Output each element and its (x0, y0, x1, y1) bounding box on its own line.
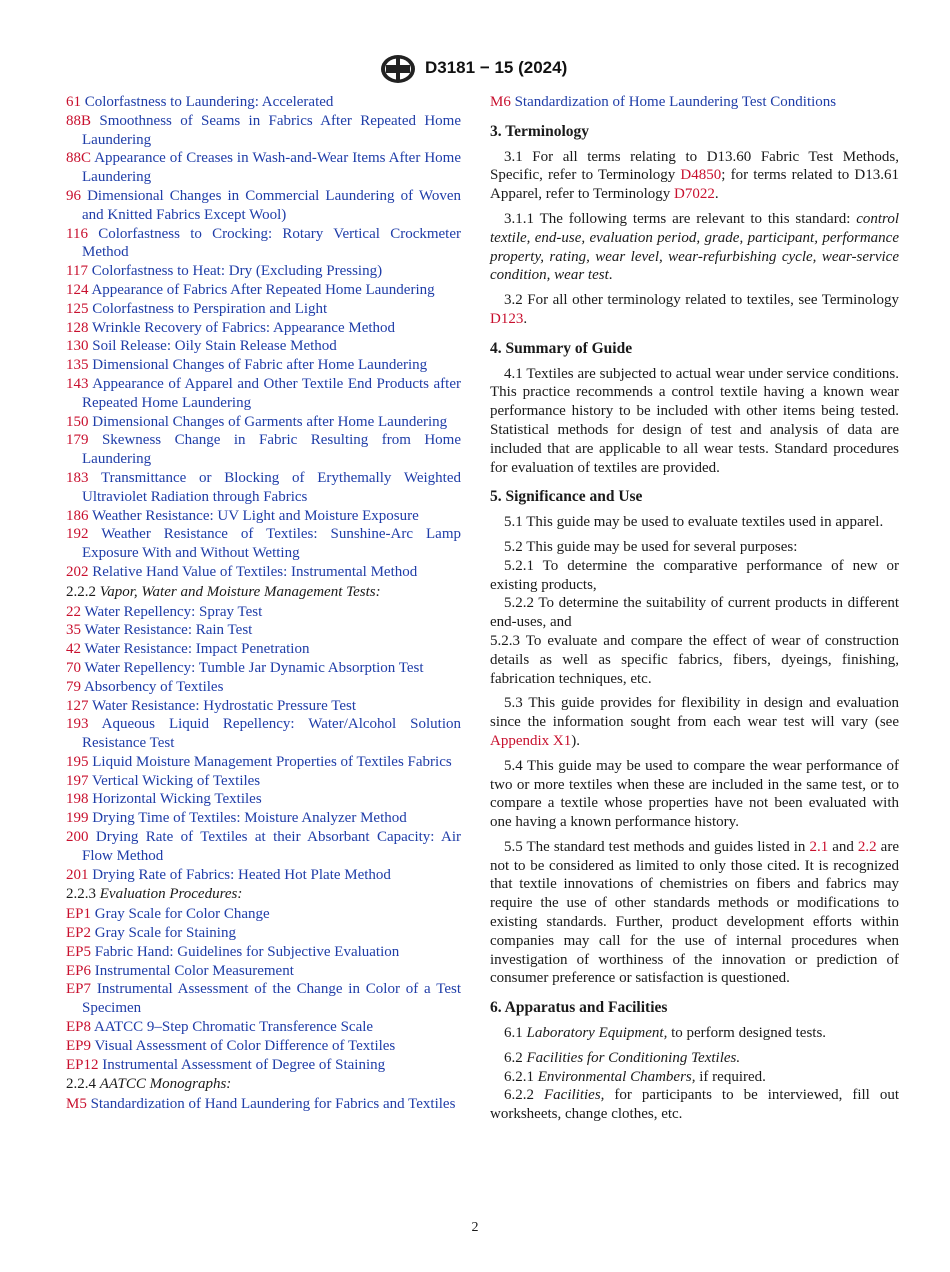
reference-number: 199 (66, 810, 89, 827)
subsection-number: 2.2.2 (66, 583, 96, 600)
reference-title: Dimensional Changes in Commercial Laundering of Woven and Knitted Fabrics Except Wool) (82, 187, 461, 223)
reference-item[interactable] (66, 866, 461, 885)
link-d123[interactable]: D123 (490, 310, 524, 327)
reference-item[interactable] (66, 507, 461, 526)
reference-item[interactable] (66, 93, 461, 112)
reference-number: 150 (66, 413, 89, 430)
reference-item[interactable] (66, 809, 461, 828)
reference-title: Dimensional Changes of Garments after Home Laundering (92, 413, 448, 430)
reference-item[interactable] (66, 697, 461, 716)
reference-title: Drying Rate of Textiles at their Absorbant Capacity: Air Flow Method (82, 829, 462, 864)
reference-item[interactable] (66, 563, 461, 582)
reference-title: Water Resistance: Rain Test (84, 622, 253, 639)
reference-title: Weather Resistance: UV Light and Moisture Exposure (91, 507, 419, 524)
reference-number: 35 (66, 622, 81, 639)
reference-item[interactable] (66, 469, 461, 507)
reference-title: Absorbency of Textiles (83, 678, 224, 695)
reference-title: Instrumental Assessment of the Change in Color of a Test Specimen (82, 981, 462, 1017)
paragraph-5-3: 5.3 This guide provides for flexibility in design and evaluation since the information sought from each wear test will vary (see Appendix X1). (490, 695, 899, 749)
reference-title: Colorfastness to Perspiration and Light (92, 300, 328, 317)
reference-item[interactable] (66, 640, 461, 659)
paragraph-6-2-1: 6.2.1 Environmental Chambers, if required. (504, 1068, 766, 1085)
page-header (0, 54, 950, 84)
subsection-heading (66, 583, 461, 602)
reference-number: 70 (66, 659, 81, 676)
paragraph-6-2: 6.2 Facilities for Conditioning Textiles. (504, 1049, 741, 1066)
link-appendix-x1[interactable]: Appendix X1 (490, 732, 572, 749)
reference-title: Fabric Hand: Guidelines for Subjective Evaluation (94, 943, 400, 960)
reference-item[interactable] (66, 1037, 461, 1056)
paragraph-3-1: 3.1 For all terms relating to D13.60 Fabric Test Methods, Specific, refer to Terminology D4850; for terms related to D13.61 Apparel, refer to Terminology D7022. (490, 148, 899, 203)
reference-title: Horizontal Wicking Textiles (92, 791, 262, 808)
reference-title: Skewness Change in Fabric Resulting from Home Laundering (82, 432, 462, 468)
reference-title: Smoothness of Seams in Fabrics After Repeated Home Laundering (82, 112, 461, 148)
reference-number: 127 (66, 697, 89, 714)
paragraph-6-1: 6.1 Laboratory Equipment, to perform designed tests. (504, 1025, 827, 1042)
reference-title: Standardization of Hand Laundering for Fabrics and Textiles (90, 1096, 456, 1113)
reference-number: 135 (66, 357, 89, 374)
reference-item[interactable] (66, 225, 461, 263)
paragraph-5-2: 5.2 This guide may be used for several purposes: (504, 538, 798, 555)
reference-number: EP12 (66, 1056, 99, 1073)
reference-title: Water Resistance: Impact Penetration (84, 641, 310, 658)
reference-number: 88B (66, 112, 92, 129)
reference-title: Colorfastness to Crocking: Rotary Vertical Crockmeter Method (82, 225, 461, 261)
reference-item[interactable] (66, 431, 461, 469)
subsection-title: Vapor, Water and Moisture Management Tests: (99, 583, 381, 600)
reference-title: Relative Hand Value of Textiles: Instrumental Method (92, 563, 418, 580)
reference-number: 124 (66, 281, 89, 298)
reference-number: 128 (66, 319, 89, 336)
reference-title: Appearance of Creases in Wash-and-Wear Items After Home Laundering (82, 150, 461, 186)
reference-number: 61 (66, 94, 81, 110)
paragraph-4-1: 4.1 Textiles are subjected to actual wear under service conditions. This practice recommends a control textile having a known wear performance history to be included with other items being tested. Statistical methods for design of test and analysis of data are included that are applicable to all wear tests. Standard procedures for evaluation of textiles are provided. (490, 365, 899, 476)
reference-item[interactable] (66, 149, 461, 187)
reference-title: Drying Time of Textiles: Moisture Analyzer Method (92, 810, 407, 827)
reference-number: 200 (66, 829, 89, 846)
section-heading-apparatus: 6. Apparatus and Facilities (490, 999, 668, 1017)
reference-number: 193 (66, 716, 89, 733)
reference-number: 183 (66, 469, 89, 486)
astm-logo (380, 54, 416, 84)
right-column (490, 93, 899, 1124)
reference-item[interactable] (66, 356, 461, 375)
reference-title: Appearance of Apparel and Other Textile End Products after Repeated Home Laundering (82, 375, 461, 411)
reference-item[interactable] (66, 621, 461, 640)
reference-title: AATCC 9–Step Chromatic Transference Scale (93, 1019, 374, 1036)
reference-title: Gray Scale for Staining (94, 925, 236, 942)
reference-item[interactable] (66, 962, 461, 981)
link-d4850[interactable]: D4850 (680, 167, 722, 184)
reference-title: Instrumental Assessment of Degree of Staining (102, 1056, 386, 1073)
reference-title: Instrumental Color Measurement (94, 962, 294, 979)
paragraph-5-4: 5.4 This guide may be used to compare the wear performance of two or more textiles when these are included in the same test, or to compare a textile whose properties have not been evaluated with one having a known performance history. (490, 757, 899, 831)
reference-item[interactable] (66, 281, 461, 300)
paragraph-5-5: 5.5 The standard test methods and guides listed in 2.1 and 2.2 are not to be considered as limited to only those cited. It is recognized that textile innovations of chemistries on fibers and fabrics may require the use of other standards methods or modifications to existing standards. Further, product development efforts within companies may call for the use of internal procedures when investigation of worthiness of the innovation or prediction of consumer preference or satisfaction is questioned. (490, 838, 899, 987)
reference-item[interactable] (66, 262, 461, 281)
reference-number: 96 (66, 187, 81, 204)
link-d7022[interactable]: D7022 (674, 186, 715, 203)
reference-item[interactable] (66, 337, 461, 356)
reference-number: 198 (66, 791, 89, 808)
reference-title: Weather Resistance of Textiles: Sunshine-Arc Lamp Exposure With and Without Wetting (82, 526, 462, 562)
reference-number: EP2 (66, 925, 92, 942)
reference-title: Drying Rate of Fabrics: Heated Hot Plate Method (92, 866, 391, 883)
reference-item[interactable] (66, 1095, 461, 1114)
paragraph-5-2-1: 5.2.1 To determine the comparative performance of new or existing products, (490, 557, 899, 593)
reference-title: Water Repellency: Spray Test (84, 603, 263, 620)
reference-number: 186 (66, 507, 89, 524)
paragraph-6-2-2: 6.2.2 Facilities, for participants to be interviewed, fill out worksheets, change clothes, etc. (490, 1087, 899, 1123)
left-column (66, 93, 461, 1114)
reference-item[interactable] (66, 828, 461, 866)
paragraph-5-2-3: 5.2.3 To evaluate and compare the effect of wear of construction details as well as specific fabrics, fibers, dyeings, finishing, fabrication techniques, etc. (490, 632, 899, 687)
reference-title: Water Repellency: Tumble Jar Dynamic Absorption Test (84, 659, 424, 676)
reference-number: EP8 (66, 1019, 92, 1036)
subsection-number: 2.2.3 (66, 886, 96, 903)
link-section-2-2[interactable]: 2.2 (857, 838, 877, 855)
reference-item[interactable] (66, 375, 461, 413)
terms-list: control textile, end-use, evaluation period, grade, participant, performance property, rating, wear level, wear-refurbishing cycle, wear-service condition, wear test (490, 210, 899, 284)
reference-title: Visual Assessment of Color Difference of Textiles (94, 1037, 396, 1054)
section-heading-summary: 4. Summary of Guide (490, 339, 633, 357)
paragraph-3-2: 3.2 For all other terminology related to textiles, see Terminology D123. (490, 292, 899, 327)
reference-number: 117 (66, 263, 88, 280)
reference-item[interactable] (66, 1056, 461, 1075)
reference-number: 130 (66, 338, 89, 355)
reference-number: M5 (66, 1096, 87, 1113)
reference-number: 79 (66, 678, 81, 695)
reference-number: 22 (66, 603, 81, 620)
reference-title: Vertical Wicking of Textiles (91, 772, 261, 789)
reference-item[interactable] (66, 1018, 461, 1037)
subsection-title: AATCC Monographs: (99, 1076, 232, 1093)
reference-item[interactable] (66, 980, 461, 1018)
reference-item[interactable] (66, 772, 461, 791)
reference-item[interactable] (66, 300, 461, 319)
reference-title: Standardization of Home Laundering Test Conditions (514, 94, 837, 110)
reference-item[interactable] (66, 603, 461, 622)
subsection-heading (66, 1075, 461, 1094)
reference-number: 197 (66, 772, 89, 789)
reference-item[interactable] (66, 790, 461, 809)
reference-item[interactable] (66, 753, 461, 772)
reference-title: Transmittance or Blocking of Erythemally Weighted Ultraviolet Radiation through Fabrics (82, 469, 461, 505)
reference-number: EP5 (66, 943, 92, 960)
subsection-number: 2.2.4 (66, 1076, 96, 1093)
reference-item-m6[interactable] (490, 93, 899, 112)
paragraph-3-1-1: 3.1.1 The following terms are relevant to this standard: control textile, end-use, evaluation period, grade, participant, performance property, rating, wear level, wear-refurbishing cycle, wear-service condition, wear test. (490, 210, 899, 284)
reference-number: EP6 (66, 962, 92, 979)
page-number: 2 (471, 1220, 479, 1235)
reference-item[interactable] (66, 659, 461, 678)
subsection-title: Evaluation Procedures: (99, 886, 243, 903)
reference-number: 143 (66, 375, 89, 392)
reference-title: Colorfastness to Laundering: Accelerated (84, 94, 334, 110)
reference-number: EP1 (66, 906, 92, 923)
reference-item[interactable] (66, 943, 461, 962)
reference-item[interactable] (66, 924, 461, 943)
reference-number: 192 (66, 526, 89, 543)
section-heading-significance: 5. Significance and Use (490, 488, 643, 506)
reference-number: 125 (66, 300, 89, 317)
reference-title: Gray Scale for Color Change (94, 906, 270, 923)
reference-number: 88C (66, 150, 92, 167)
reference-number: EP9 (66, 1037, 92, 1054)
section-heading-terminology: 3. Terminology (490, 122, 590, 140)
reference-title: Soil Release: Oily Stain Release Method (92, 338, 337, 355)
reference-title: Liquid Moisture Management Properties of Textiles Fabrics (92, 753, 452, 770)
reference-number: 195 (66, 753, 89, 770)
reference-item[interactable] (66, 187, 461, 225)
reference-title: Dimensional Changes of Fabric after Home Laundering (92, 357, 428, 374)
link-section-2-1[interactable]: 2.1 (809, 838, 829, 855)
reference-number: EP7 (66, 981, 92, 998)
reference-title: Water Resistance: Hydrostatic Pressure Test (91, 697, 357, 714)
reference-item[interactable] (66, 112, 461, 150)
paragraph-5-1: 5.1 This guide may be used to evaluate textiles used in apparel. (504, 514, 884, 531)
reference-number: M6 (490, 94, 511, 110)
reference-title: Aqueous Liquid Repellency: Water/Alcohol Solution Resistance Test (82, 716, 461, 752)
reference-title: Wrinkle Recovery of Fabrics: Appearance Method (91, 319, 396, 336)
document-designation: D3181 − 15 (2024) (425, 58, 568, 77)
reference-number: 201 (66, 866, 89, 883)
reference-item[interactable] (66, 525, 461, 563)
reference-item[interactable] (66, 715, 461, 753)
reference-item[interactable] (66, 413, 461, 432)
reference-number: 42 (66, 641, 81, 658)
reference-title: Colorfastness to Heat: Dry (Excluding Pressing) (91, 263, 383, 280)
reference-item[interactable] (66, 678, 461, 697)
reference-number: 179 (66, 432, 89, 449)
reference-title: Appearance of Fabrics After Repeated Home Laundering (91, 281, 435, 298)
reference-number: 116 (66, 225, 88, 242)
reference-item[interactable] (66, 905, 461, 924)
paragraph-5-2-2: 5.2.2 To determine the suitability of current products in different end-uses, and (490, 595, 899, 631)
reference-item[interactable] (66, 319, 461, 338)
subsection-heading (66, 885, 461, 904)
reference-number: 202 (66, 563, 89, 580)
